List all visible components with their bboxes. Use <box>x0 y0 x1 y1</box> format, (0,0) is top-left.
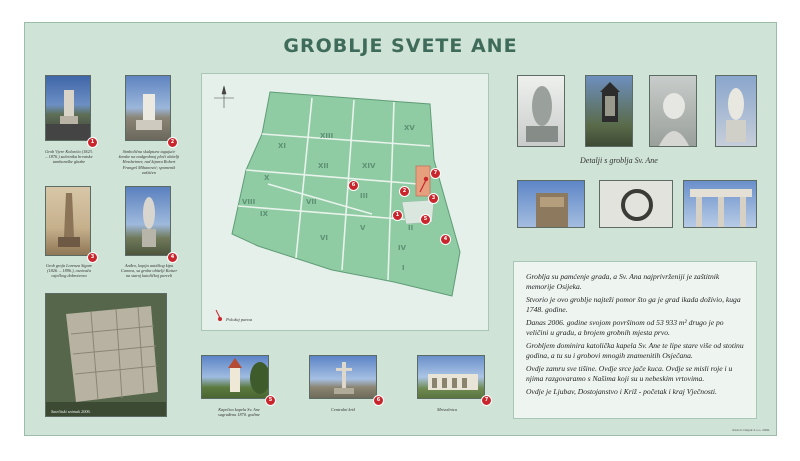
description-paragraph: Danas 2006. godine svojom površinom od 53 933 m² drugo je po veličini u gradu, a brojem grobnih mjesta prvo. <box>526 318 724 337</box>
bottom-photo-marker: 6 <box>373 395 384 406</box>
credit-text: Radovi Osijek d.o.o. 2006. <box>732 428 770 432</box>
description-paragraph: Grobljem dominira katolička kapela Sv. Ane te lipe stare više od stotinu godina, a tu su i grobovi mnogih znamenitih Osječana. <box>526 341 744 360</box>
info-board <box>24 22 777 436</box>
map-section-label: I <box>402 264 405 272</box>
map-section-label: XIII <box>320 132 334 140</box>
detail-photo <box>585 75 633 147</box>
map-section-label: VII <box>306 198 317 206</box>
bottom-photo-caption: Kapelica kapela Sv. Ane sagrađena 1870. godine <box>218 407 260 418</box>
left-photo-caption: Simbolična skulptura tugujuće ženske na nadgrobnoj ploči obitelji Hessheimer, rad kipara Robert Frangeš Mihanović; spomenik zaštićen <box>118 149 180 175</box>
map-section-label: IX <box>260 210 269 218</box>
left-photo-3 <box>45 186 91 256</box>
map-section-label: VI <box>320 234 329 242</box>
description-paragraph: Stvorio je ovo groblje najteži pomor što ga je grad ikada doživio, kuga 1748. godine. <box>526 295 741 314</box>
left-photo-caption: Grob grofa Lorenza Sigare (1826. – 1896.), osnivača osječkog dobrotvora <box>45 263 93 279</box>
detail-photo <box>649 75 697 147</box>
map-section-label: XV <box>404 124 415 132</box>
left-photo-4 <box>125 186 171 256</box>
left-photo-marker: 2 <box>167 137 178 148</box>
map-panel <box>201 73 489 331</box>
details-label: Detalji s groblja Sv. Ane <box>580 156 658 165</box>
left-photo-1 <box>45 75 91 141</box>
bottom-photo-caption: Mrtvačnica <box>437 407 457 412</box>
left-photo-caption: Anđeo, kopija antičkog kipa Canova, sa groba obitelji Kaiser na staroj katoličkoj parceli <box>120 263 178 279</box>
map-legend-label: Položaj panoa <box>226 317 253 322</box>
detail-photo <box>683 180 757 228</box>
map-marker[interactable]: 4 <box>440 234 451 245</box>
compass-icon <box>214 86 234 108</box>
description-paragraph: Ovdje je Ljubav, Dostojanstvo i Križ - početak i kraj Vječnosti. <box>526 387 717 396</box>
map-marker[interactable]: 2 <box>399 186 410 197</box>
map-marker[interactable]: 3 <box>428 193 439 204</box>
map-section-label: VIII <box>242 198 256 206</box>
detail-photo <box>715 75 757 147</box>
map-section-label: II <box>408 224 414 232</box>
left-photo-caption: Grob Vjere Kolarića (1823. – 1876.) začetnika hrvatske tamburaške glazbe <box>45 149 93 165</box>
map-section-label: XII <box>318 162 329 170</box>
bottom-photo-marker: 7 <box>481 395 492 406</box>
map-marker[interactable]: 5 <box>420 214 431 225</box>
bottom-photo-caption: Centralni križ <box>331 407 355 412</box>
aerial-photo <box>45 293 167 417</box>
left-photo-marker: 1 <box>87 137 98 148</box>
bottom-photo-7 <box>417 355 485 399</box>
left-photo-marker: 3 <box>87 252 98 263</box>
description-paragraph: Groblja su pamćenje grada, a Sv. Ana najprivrženiji je zaštitnik memorije Osijeka. <box>526 272 720 291</box>
detail-photo <box>517 180 585 228</box>
map-section-label: IV <box>398 244 407 252</box>
bottom-photo-marker: 5 <box>265 395 276 406</box>
legend-position-icon <box>216 310 222 321</box>
map-marker[interactable]: 1 <box>392 210 403 221</box>
aerial-caption: Satelitski snimak 2006. <box>51 409 91 414</box>
map-marker[interactable]: 7 <box>430 168 441 179</box>
description-paragraph: Ovdje zamru sve tišine. Ovdje srce jače kuca. Ovdje se misli roje i u njima razgovaramo s Našima koji su u nebeskim vrtovima. <box>526 364 733 383</box>
left-photo-marker: 4 <box>167 252 178 263</box>
detail-photo <box>517 75 565 147</box>
bottom-photo-5 <box>201 355 269 399</box>
description-box <box>513 261 757 419</box>
map-section-label: V <box>360 224 366 232</box>
bottom-photo-6 <box>309 355 377 399</box>
map-section-label: XI <box>278 142 287 150</box>
page-title: GROBLJE SVETE ANE <box>283 35 518 57</box>
left-photo-2 <box>125 75 171 141</box>
map-section-label: III <box>360 192 368 200</box>
map-section-label: X <box>264 174 270 182</box>
map-section-label: XIV <box>362 162 376 170</box>
detail-photo <box>599 180 673 228</box>
map-marker[interactable]: 6 <box>348 180 359 191</box>
